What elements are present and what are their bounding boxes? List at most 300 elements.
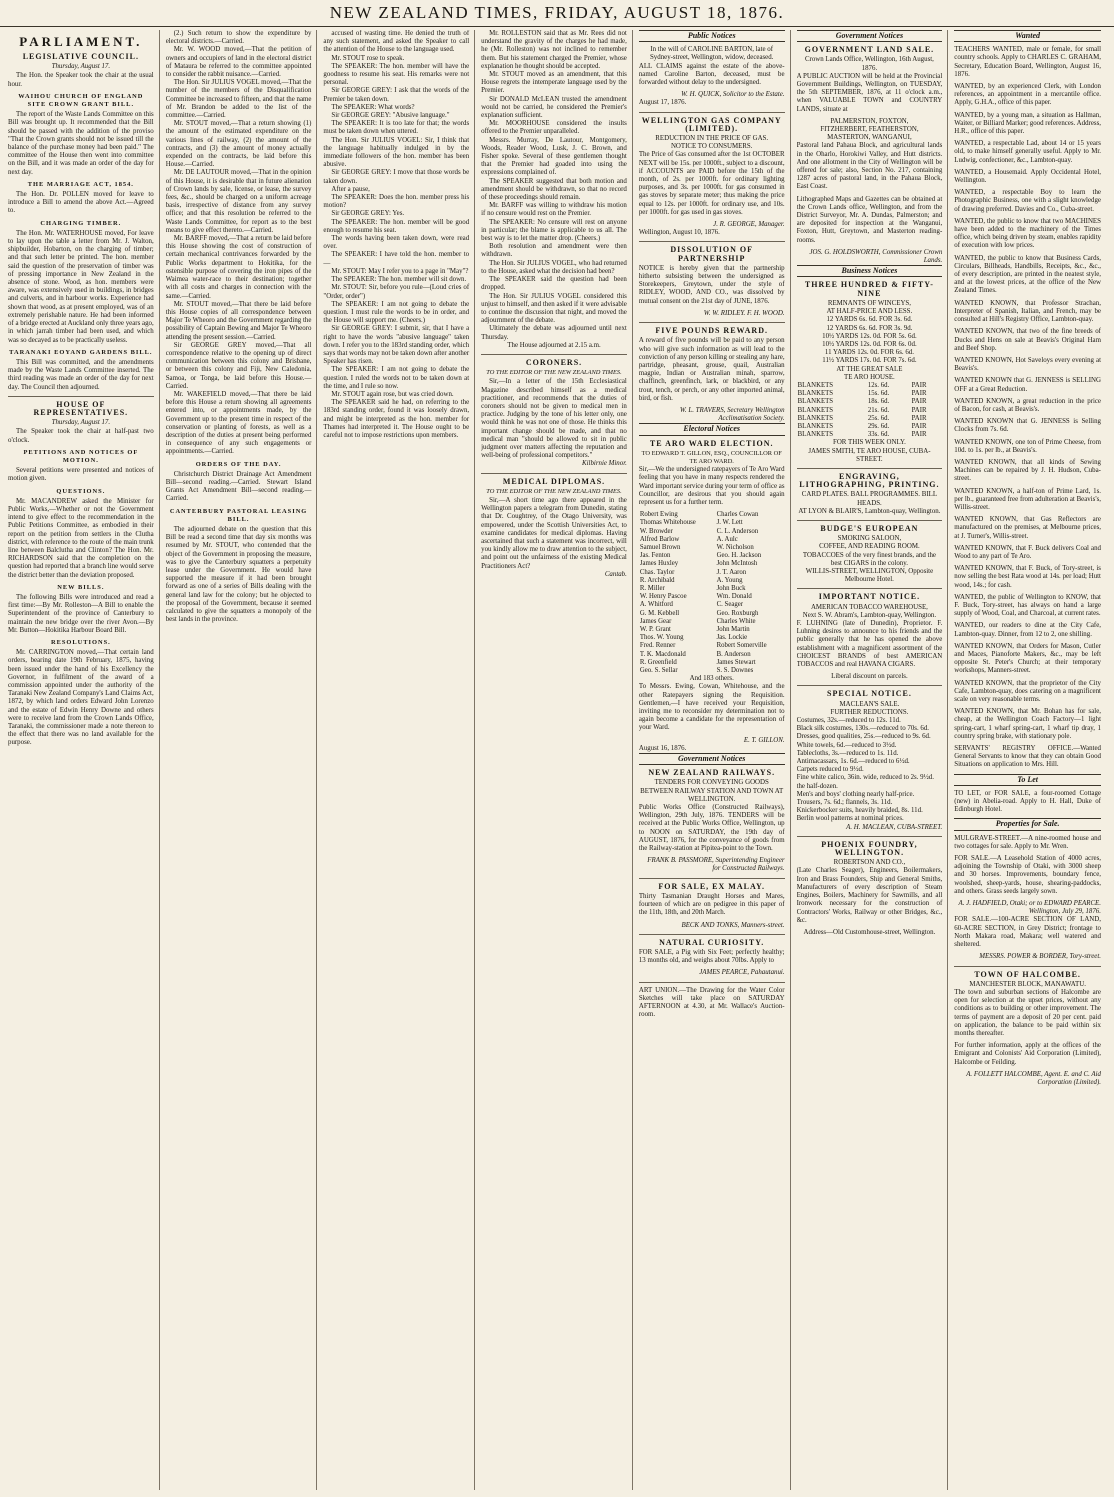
reduction-line: Berlin wool patterns at nominal prices. — [796, 815, 904, 823]
paragraph: Mr. BARFF moved,—That a return be laid before this House showing the cost of construction of certain mechanical contrivances forwarded by the Public Works department to Hokitika, for the ostensible purpose of covering the iron pipes of the Waimea water-race to their destination; together with all costs and charges in connection with the same.—Carried. — [165, 235, 312, 300]
signer-cell: R. Greenfield — [639, 658, 677, 666]
wanted-ad: WANTED KNOWN, that Gas Reflectors are manufactured on the premises, at Melbourne prices, at J. Turner's, Willis-street. — [954, 516, 1101, 540]
tobacco-subheading: AMERICAN TOBACCO WAREHOUSE, — [810, 603, 928, 611]
paragraph: Sir GEORGE GREY: Yes. — [331, 210, 405, 218]
signer-row — [639, 528, 785, 536]
divider — [954, 966, 1101, 967]
signer-cell: Samuel Brown — [639, 543, 681, 551]
signer-row — [639, 585, 785, 593]
column-5 — [639, 30, 791, 1490]
paragraph: accused of wasting time. He denied the truth of any such statement, and asked the Speaker to call the attention of the House to the language used. — [323, 30, 470, 54]
divider — [639, 241, 785, 242]
mulgrave-text: MULGRAVE-STREET.—A nine-roomed house and two cottages for sale. Apply to Mr. Wren. — [954, 834, 1101, 850]
divider — [639, 112, 785, 113]
blankets-table — [797, 382, 943, 439]
signer-row — [639, 552, 785, 560]
paragraph: The words having been taken down, were read over. — [323, 235, 470, 251]
reduction-line: Tablecloths, 3s.—reduced to 1s. 11d. — [796, 749, 899, 757]
divider — [639, 322, 785, 323]
signer-row — [639, 519, 785, 527]
barton-signature: W. H. QUICK, Solicitor to the Estate. — [681, 91, 785, 99]
column-7 — [954, 30, 1106, 1490]
paragraph: (2.) Such return to show the expenditure by electoral districts.—Carried. — [165, 30, 312, 46]
signer-row — [639, 626, 785, 634]
blanket-cell: BLANKETS — [797, 390, 834, 398]
gillon-date: August 16, 1876. — [638, 744, 687, 752]
paragraph: The SPEAKER: It is too late for that; the words must be taken down when uttered. — [323, 120, 470, 136]
remnant-line: 10½ YARDS 12s. 0d. FOR 5s. 6d. — [822, 332, 917, 340]
phoenix-signature: Address—Old Customhouse-street, Wellington. — [803, 928, 936, 936]
blanket-cell: BLANKETS — [797, 406, 834, 414]
budge-address: WILLIS-STREET, WELLINGTON, Opposite Melbourne Hotel. — [805, 567, 934, 584]
paragraph: The SPEAKER: I am not going to debate the question. I ruled the words not to be taken down at the time, and I rule so now. — [323, 366, 470, 390]
section-bar-to-let: To Let — [954, 774, 1101, 786]
coroners-signature: Kilbirnie Minor. — [582, 460, 627, 468]
council-date: Thursday, August 17. — [51, 63, 111, 71]
paragraph: Mr. WAKEFIELD moved,—That there be laid before this House a return showing all agreements entered into, or appointments made, by the Government up to the present time in respect of the conservation or planting of forests, as well as a description of the duties at present being performed in consequence of any such engagements or appointments.—Carried. — [165, 390, 312, 456]
paragraph: Messrs. Murray, De Lautour, Montgomery, Woods, Reader Wood, Lusk, J. C. Brown, and Fisher spoke. Several of these gentlemen thought that the Premier had goaded into using the expressions complained of. — [481, 136, 627, 177]
paragraph: Mr. STOUT moved,—That a return showing (1) the amount of the estimated expenditure on the various lines of railway, (2) the amount of the contracts, and (3) the amount of money actually expended on the contracts, be laid before this House.—Carried. — [165, 120, 312, 169]
wanted-ad: SERVANTS' REGISTRY OFFICE.—Wanted General Servants to know that they can obtain Good Situations on application to Mrs. Hill. — [954, 745, 1101, 769]
signer-cell: Jas. Lockie — [716, 634, 748, 642]
paragraph: Mr. BARFF was willing to withdraw his motion if no censure would rest on the Premier. — [481, 202, 627, 218]
medical-to: TO THE EDITOR OF THE NEW ZEALAND TIMES. — [486, 487, 622, 495]
paragraph: Mr. STOUT: May I refer you to a page in "May"? — [331, 267, 469, 275]
signer-row — [639, 536, 785, 544]
signer-row — [639, 601, 785, 609]
blanket-cell: PAIR — [911, 381, 927, 389]
railway-text: Public Works Office (Constructed Railways), Wellington, 29th July, 1876. TENDERS will be received at the Public Works Office, Wellington, up to NOON on SATURDAY, the 19th day of AUGUST, 1876, for the conveyance of goods from the Railway-station at Pipitea-point to the Town. — [638, 804, 785, 853]
remnant-line: 12 YARDS 6s. 6d. FOR 3s. 9d. — [826, 324, 913, 332]
gas-subheading: REDUCTION IN THE PRICE OF GAS. — [655, 135, 769, 143]
wanted-ad: WANTED KNOWN, that the proprietor of the City Cafe, Lambton-quay, does catering on a magnificent scale on very reasonable terms. — [954, 679, 1101, 704]
signer-cell: Robert Somerville — [716, 642, 767, 650]
section-bar-electoral: Electoral Notices — [639, 423, 785, 435]
wanted-ad: WANTED KNOWN, a great reduction in the price of Bacon, for cash, at Beavis's. — [954, 397, 1101, 413]
columns — [8, 30, 1106, 1490]
paragraph: The SPEAKER: I am not going to debate the question. I must rule the words to be in order, and the House will support me. (Cheers.) — [323, 300, 470, 325]
paragraph: Mr. STOUT moved as an amendment, that this House regrets the intemperate language used by the Premier. — [481, 71, 627, 95]
remnants-subheading-2: AT HALF-PRICE AND LESS. — [826, 308, 913, 316]
gillon-signature: E. T. GILLON. — [743, 736, 785, 744]
canterbury-heading: CANTERBURY PASTORAL LEASING BILL. — [169, 507, 308, 523]
signer-row — [639, 560, 785, 568]
paragraph: Mr. STOUT moved,—That there be laid before this House copies of all correspondence between Major Te Wheoro and the Government regarding the possibility of Captain Bewing and Major Te Wheoro attending the present session.—Carried. — [165, 300, 312, 341]
paragraph: The SPEAKER: The hon. member will sit down. — [331, 276, 467, 284]
sale-text: Thirty Tasmanian Draught Horses and Mares, fourteen of which are on pedigree in this paper of the 11th, 18th, and 20th March. — [638, 892, 785, 917]
dissolution-heading: DISSOLUTION OF PARTNERSHIP — [670, 245, 754, 263]
signer-row — [639, 569, 785, 577]
paragraph: The Hon. Sir JULIUS VOGEL, who had returned to the House, asked what the decision had been? — [481, 259, 627, 275]
wanted-ad: TEACHERS WANTED, male or female, for small country schools. Apply to CHARLES C. GRAHAM, Secretary, Education Board, Wellington, August 16, 1876. — [954, 46, 1101, 78]
blanket-cell: PAIR — [911, 390, 927, 398]
signer-row — [639, 634, 785, 642]
blanket-cell: BLANKETS — [797, 414, 834, 422]
signer-cell: Robert Ewing — [639, 511, 678, 519]
reduction-line: Costumes, 32s.—reduced to 12s. 11d. — [796, 717, 901, 725]
paragraph: Sir GEORGE GREY: I move that those words be taken down. — [323, 169, 470, 185]
reduction-line: Fine white calico, 36in. wide, reduced to 2s. 9½d. the half-dozen. — [796, 774, 934, 790]
land-sale-heading: GOVERNMENT LAND SALE. — [804, 45, 935, 55]
column-4 — [481, 30, 633, 1490]
signer-cell: Chas. Taylor — [639, 568, 675, 576]
reward-text: A reward of five pounds will be paid to any person who will give such information as will lead to the conviction of any person killing or stealing any hare, partridge, pheasant, grouse, quail, Australian magpie, Indian or Australian minah, sparrow, chaffinch, greenfinch, lark, or blackbird, or any trout, tench, or perch, or any other imported animal, bird, or fish. — [638, 337, 785, 402]
signer-cell: Thos. W. Young — [639, 634, 684, 642]
halcombe-text-2: For further information, apply at the offices of the Emigrant and Colonists' Aid Corporation (Limited), Halcombe or Feilding. — [954, 1042, 1101, 1066]
maclean-signature: A. H. MACLEAN, CUBA-STREET. — [846, 823, 943, 831]
halcombe-text: The town and suburban sections of Halcombe are open for selection at the upset prices, without any conditions as to building or other improvement. The terms of payment are a deposit of 20 per cent. paid on application, the balance to be paid within six months thereafter. — [954, 988, 1101, 1037]
signer-cell: Charles Cowan — [716, 511, 759, 519]
remnant-line: 12 YARDS 6s. 6d. FOR 3s. 6d. — [826, 316, 913, 324]
wanted-list — [954, 46, 1101, 769]
reductions-heading: FURTHER REDUCTIONS. — [830, 708, 909, 716]
adjournment: The House adjourned at 2.15 a.m. — [507, 341, 601, 349]
reduction-line: Trousers, 7s. 6d.; flannels, 3s. 11d. — [796, 799, 893, 807]
wanted-ad: WANTED KNOWN, one ton of Prime Cheese, from 10d. to 1s. per lb., at Beavis's. — [954, 438, 1101, 454]
blanket-row — [797, 423, 943, 431]
signer-row — [639, 577, 785, 585]
signer-cell: Geo. H. Jackson — [716, 552, 762, 560]
barton-claims: ALL CLAIMS against the estate of the above-named Caroline Barton, deceased, must be forwarded without delay to the undersigned. — [638, 62, 785, 87]
section-bar-properties: Properties for Sale. — [954, 818, 1101, 830]
railway-heading: NEW ZEALAND RAILWAYS. — [648, 768, 776, 778]
paragraph: Sir GEORGE GREY moved,—That all correspondence relative to the opening up of direct communication between this colony and Brisbane, or between this colony and Fiji, New Caledonia, Samoa, or Tonga, be laid before this House.—Carried. — [165, 341, 312, 390]
gas-date: Wellington, August 10, 1876. — [638, 229, 720, 237]
signer-row — [639, 642, 785, 650]
signer-cell: Wm. Donald — [716, 593, 752, 601]
signer-row — [639, 610, 785, 618]
dissolution-text: NOTICE is hereby given that the partnership hitherto subsisting between the undersigned as Storekeepers, Greytown, under the style of RIDLEY, WOOD, AND CO., was dissolved by mutual consent on the 21st day of JUNE, 1876. — [638, 264, 785, 305]
blanket-row — [797, 407, 943, 415]
divider — [797, 836, 943, 837]
gillon-reply: To Messrs. Ewing, Cowan, Whitehouse, and the other Ratepayers signing the Requisition. Gentlemen,—I have received your Requisition, inviting me to reconsider my determination not to again become a candidate for the representation of your Ward. — [638, 683, 785, 732]
paragraph: Both resolution and amendment were then withdrawn. — [481, 243, 627, 259]
signer-cell: A. Whitford — [639, 601, 673, 609]
signer-cell: R. Archibald — [639, 576, 675, 584]
paragraph: After a pause, — [331, 185, 370, 193]
coroners-text: Sir,—In a letter of the 15th Ecclesiastical Magazine described himself as a medical practitioner, and recommends that the duties of coroners should not be given to medical men in practice. Judging by the tone of his letter only, one would think he was not one of those. He thinks this important change should be made, and that no medical man "should be allowed to sit in public judgment over matters affecting the reputation and well-being of professional competitors." — [481, 378, 627, 460]
blanket-cell: 12s. 6d. — [867, 381, 890, 389]
signer-cell: A. Young — [716, 576, 743, 584]
house-date: Thursday, August 17. — [51, 419, 111, 427]
signer-cell: C. Seager — [716, 601, 744, 609]
blanket-cell: PAIR — [911, 414, 927, 422]
orders-text: Christchurch District Drainage Act Amendment Bill—second reading.—Carried. Stewart Island Grants Act Amendment Bill—second reading.—Carried. — [165, 470, 312, 503]
waihou-text: The report of the Waste Lands Committee on this Bill was brought up. It recommended that the Bill should be passed with the addition of the proviso "That the Crown grants should not be issued till the balance of the purchase money had been paid." The committee of the House then went into committee on the Bill, and it was made an order of the day for next day. — [8, 111, 154, 176]
reward-signature: W. L. TRAVERS, Secretary Wellington Acclimatisation Society. — [679, 406, 785, 423]
blanket-cell: PAIR — [911, 422, 927, 430]
reduction-line: Antimacassars, 1s. 6d.—reduced to 6½d. — [796, 758, 910, 766]
for-week: FOR THIS WEEK ONLY. — [833, 439, 906, 447]
paragraph: Ultimately the debate was adjourned until next Thursday. — [481, 325, 627, 341]
paragraph: The SPEAKER: I have told the hon. member to— — [323, 251, 470, 267]
paragraph: Mr. STOUT rose to speak. — [331, 54, 405, 62]
curiosity-text: FOR SALE, a Pig with Six Feet; perfectly healthy; 13 months old, and weighs about 70lbs. Apply to — [638, 948, 785, 965]
divider — [8, 396, 154, 397]
curiosity-heading: NATURAL CURIOSITY. — [659, 937, 765, 947]
reductions-list — [797, 717, 943, 824]
wanted-ad: WANTED, a respectable Lad, about 14 or 15 years old, to make himself generally useful. Apply to Mr. Ludwig, confectioner, &c., Lambton-quay. — [954, 140, 1101, 164]
charging-text: The Hon. Mr. WATERHOUSE moved, For leave to lay upon the table a letter from Mr. J. Walton, shipbuilder, Hobarton, on the charging of timber; and that such letter be printed. The hon. member said the question of the preservation of timber was of pressing importance in New Zealand in the absence of stone. Wood, as hon. members were aware, was extensively used in buildings, in bridges and culverts, and in harbour works. Experience had shown that wood, as at present employed, was of an extremely perishable nature. He had been informed of a bridge erected at Auckland only three years ago, in which jarrah timber had been used, and which was so decayed as to be practically useless. — [8, 229, 154, 344]
canterbury-text: The adjourned debate on the question that this Bill be read a second time that day six months was resumed by Mr. STOUT, who contended that the object of the Government in proposing the measure, was to give the Canterbury squatters a perpetuity lease under the Government. He would have supported the measure if it had been brought forward as one of a series of Bills dealing with the general land law for the colony; but he objected to the proposal of the Government, because it seemed calculated to give the squatters a monopoly of the best lands in the province. — [165, 525, 312, 624]
electoral-to: TO EDWARD T. GILLON, ESQ., COUNCILLOR OF TE ARO WARD. — [641, 449, 782, 465]
phoenix-text: (Late Charles Seager), Engineers, Boilermakers, Iron and Brass Founders, Ship and General Smiths, Manufacturers of every description of Steam Engines, Boilers, Machinery for Sawmills, and all Ironwork necessary for the construction of Contractors' Works, Railway or other Bridges, &c., &c. — [796, 867, 943, 924]
land-office: Crown Lands Office, Wellington, 16th August, 1876. — [804, 56, 934, 72]
remnant-line: 11 YARDS 12s. 0d. FOR 6s. 6d. — [824, 349, 914, 357]
paragraph: The SPEAKER said the question had been dropped. — [481, 276, 627, 292]
remnant-line: 11½ YARDS 17s. 0d. FOR 7s. 6d. — [822, 357, 917, 365]
signer-cell: Geo. S. Sellar — [639, 667, 678, 675]
remnants-heading: THREE HUNDRED & FIFTY-NINE — [804, 280, 934, 298]
questions-heading: QUESTIONS. — [56, 487, 106, 495]
paragraph: The Hon. Sir JULIUS VOGEL: Sir, I think that the language habitually indulged in by the immediate followers of the hon. member has been abusive. — [323, 136, 470, 169]
medical-heading: MEDICAL DIPLOMAS. — [502, 476, 606, 486]
paragraph: Mr. DE LAUTOUR moved,—That in the opinion of this House, it is desirable that in future alienation of Crown lands by sale, license, or lease, the survey fees, &c., should be charged on a uniform acreage basis, irrespective of distance from any survey office; and that this resolution be referred to the Waste Lands Committee, for report as to the best means to give effect thereto.—Carried. — [165, 169, 312, 234]
wanted-ad: WANTED KNOWN, that F. Buck delivers Coal and Wood to any part of Te Aro. — [954, 544, 1101, 560]
reduction-line: White towels, 6d.—reduced to 3½d. — [796, 741, 897, 749]
signer-cell: John Buck — [716, 584, 746, 592]
tobacco-heading: IMPORTANT NOTICE. — [818, 592, 921, 602]
great-sale: AT THE GREAT SALE — [836, 365, 903, 373]
remnant-line: 10½ YARDS 12s. 0d. FOR 6s. 0d. — [822, 340, 917, 348]
marriage-heading: THE MARRIAGE ACT, 1854. — [27, 180, 134, 188]
signer-cell: James Stewart — [716, 658, 756, 666]
halcombe-subheading: MANCHESTER BLOCK, MANAWATU. — [969, 980, 1086, 988]
budge-subheading: SMOKING SALOON, — [837, 535, 902, 543]
divider — [639, 878, 785, 879]
paragraph: The Hon. Sir JULIUS VOGEL moved,—That the number of the members of the Disqualification Committee be increased to fifteen, and that the name of Mr. Brandon be added to the list of the committee.—Carried. — [165, 79, 312, 120]
signer-cell: C. L. Anderson — [716, 527, 759, 535]
budge-heading: BUDGE'S EUROPEAN — [820, 523, 919, 533]
divider — [797, 588, 943, 589]
medical-text: Sir,—A short time ago there appeared in the Wellington papers a telegram from Dunedin, stating that Dr. Coughtrey, of the Otago University, was empowered, under the Scottish Universities Act, to examine candidates for medical diplomas. Having ascertained that such a statement was incorrect, will you kindly allow me to draw attention to the subject, and point out the unfairness of the existing Medical Practitioners Act? — [481, 496, 627, 570]
section-text: FOR SALE.—100-ACRE SECTION OF LAND, 60-ACRE SECTION, in Grey District; frontage to North Makara road, Makara; well watered and sheltered. — [954, 916, 1101, 949]
land-text-3: Lithographed Maps and Gazettes can be obtained at the Crown Lands office, Wellington, and from the District Surveyor, Mr. A. Dundas, Palmerston; and are deposited for inspection at the Wanganui, Foxton, Hutt, Greytown, and Masterton reading-rooms. — [796, 195, 943, 244]
signer-cell: James Huxley — [639, 560, 679, 568]
column-1 — [8, 30, 160, 1490]
reduction-line: Black silk costumes, 130s.—reduced to 70s. 6d. — [796, 725, 929, 733]
gas-heading: WELLINGTON GAS COMPANY (LIMITED). — [641, 115, 782, 133]
wanted-ad: WANTED, by an experienced Clerk, with London references, an appointment in a mercantile office. Apply, G.H.A., office of this paper. — [954, 83, 1101, 107]
wanted-ad: WANTED KNOWN, that F. Buck, of Tory-street, is now selling the best Rata wood at 14s. per load; Hutt wood, 14s.; for cash. — [954, 565, 1101, 589]
paragraph: Sir GEORGE GREY: I submit, sir, that I have a right to have the words "abusive language" taken down. I refer you to the 183rd standing order, which says that words may not be taken down after another Speaker has risen. — [323, 325, 470, 366]
blanket-cell: 25s. 6d. — [867, 414, 890, 422]
gardens-heading: TARANAKI EOYAND GARDENS BILL. — [9, 348, 153, 356]
signer-cell: Charles White — [716, 617, 756, 625]
paragraph: Sir GEORGE GREY: I ask that the words of the Premier be taken down. — [323, 87, 470, 103]
signer-cell: Alfred Barlow — [639, 535, 680, 543]
gardens-text: This Bill was committed, and the amendments made by the Waste Lands Committee inserted. The third reading was made an order of the day for next day. The Council then adjourned. — [8, 358, 154, 391]
signer-cell: W. Henry Pascoe — [639, 593, 687, 601]
wanted-ad: WANTED KNOWN, Hot Saveloys every evening at Beavis's. — [954, 356, 1101, 373]
engraving-heading: ENGRAVING, LITHOGRAPHING, PRINTING. — [799, 471, 940, 490]
signer-cell: W. P. Grant — [639, 626, 671, 633]
paragraph: The SPEAKER: No censure will rest on anyone in particular; the blame is applicable to us all. The best way is to let the matter drop. (Cheers.) — [481, 218, 627, 243]
signer-cell: A. Aulc — [716, 535, 738, 543]
blanket-cell: 21s. 6d. — [867, 406, 890, 414]
tobacco-text: F. LUHNING (late of Dunedin), Proprietor. F. Luhning desires to announce to his friends and the public generally that he has opened the above establishment with a magnificent assortment of the CHOICEST BRANDS of best AMERICAN TOBACCOS and real HAVANA CIGARS. — [796, 620, 943, 669]
divider — [639, 982, 785, 983]
reduction-line: Carpets reduced to 9½d. — [796, 766, 864, 774]
halcombe-heading: TOWN OF HALCOMBE. — [974, 969, 1081, 979]
special-notice-heading: SPECIAL NOTICE. — [827, 689, 912, 699]
budge-subheading-2: COFFEE, AND READING ROOM. — [819, 543, 920, 551]
resolutions-heading: RESOLUTIONS. — [50, 639, 111, 646]
signer-row — [639, 618, 785, 626]
blanket-cell: 15s. 6d. — [867, 390, 890, 398]
house-title: HOUSE OF REPRESENTATIVES. — [33, 399, 129, 417]
paragraph: Mr. W. WOOD moved,—That the petition of owners and occupiers of land in the electoral district of Mataura be referred to the committee appointed to consider the rabbit nuisance.—Carried. — [165, 46, 312, 79]
divider — [797, 685, 943, 686]
town-1: PALMERSTON, FOXTON, — [830, 117, 909, 125]
wanted-ad: WANTED KNOWN, that Professor Strachan, Interpreter of Spanish, Italian, and French, may be consulted at Hill's Registry Office, Lambton-quay. — [954, 299, 1101, 324]
signer-row — [639, 593, 785, 601]
paragraph: The SPEAKER: Does the hon. member press his motion? — [323, 194, 470, 210]
signer-cell: Fred. Renner — [639, 642, 676, 650]
blanket-cell: 33s. 6d. — [867, 431, 890, 439]
resolutions-text: Mr. CARRINGTON moved,—That certain land orders, bearing date 19th February, 1875, having been issued under the hand of his Excellency the Governor, in fulfilment of the award of a commission appointed under the authority of the Taranaki New Zealand Company's Land Claims Act, 1872, by which land orders Edward John Lorenzo and the estate of Edwin Henry Downe and others were to receive land from the Crown Lands Office, Taranaki, the commissioner made a note thereon to the effect that there was no land available for the purpose. — [8, 649, 154, 747]
paragraph: The SPEAKER: The hon. member will have the goodness to resume his seat. His remarks were not personal. — [323, 62, 470, 87]
signer-cell: John McIntosh — [716, 560, 758, 568]
railway-subheading: TENDERS FOR CONVEYING GOODS BETWEEN RAILWAY STATION AND TOWN AT WELLINGTON. — [640, 779, 784, 803]
wanted-ad: WANTED, the public of Wellington to KNOW, that F. Buck, Tory-street, has always on hand a large supply of Wood, Coal, and Charcoal, at current rates. — [954, 593, 1101, 618]
land-text-2: Pastoral land Pahaua Block, and agricultural lands in the Oharlo, Horokiwi Valley, and Hutt districts. And one allotment in the City of Wellington will be offered for sale; also, Section No. 217, containing 1287 acres of pastoral land, in the Pahaua Block, East Coast. — [796, 142, 943, 191]
tobacco-address: Next S. W. Abram's, Lambton-quay, Wellington. — [802, 611, 937, 619]
wanted-ad: WANTED, the public to know that Business Cards, Circulars, Billheads, Handbills, Receipts, &c., &c., of every description, are printed in the neatest style, and at the lowest prices, at the office of the New Zealand Times. — [954, 254, 1101, 295]
paragraph: Sir GEORGE GREY: "Abusive language." — [331, 112, 450, 120]
orders-heading: ORDERS OF THE DAY. — [195, 460, 282, 468]
signers-table — [639, 511, 785, 675]
sale-heading: FOR SALE, EX MALAY. — [658, 881, 766, 891]
wanted-ad: WANTED, a respectable Boy to learn the Photographic Business, one with a slight knowledge of drawing preferred. Davies and Co., Cuba-street. — [954, 189, 1101, 213]
column-6 — [797, 30, 949, 1490]
signer-cell: James Gear — [639, 617, 672, 625]
wanted-ad: WANTED KNOWN, a half-ton of Prime Lard, 1s. per lb., guaranteed free from adulteration at Beavis's, Willis-street. — [954, 487, 1101, 511]
wanted-ad: WANTED, by a young man, a situation as Hallman, Waiter, or Billiard Marker; good references. Address, H.R., office of this paper. — [954, 111, 1101, 136]
wanted-ad: WANTED KNOWN that G. JENNESS is Selling Clocks from 7s. 6d. — [954, 418, 1101, 434]
signer-cell: B. Anderson — [716, 650, 751, 658]
wanted-ad: WANTED, the public to know that two MACHINES have been added to the machinery of the Times office, which being driven by steam, enables rapidity of execution with low prices. — [954, 217, 1101, 250]
petitions-heading: PETITIONS AND NOTICES OF MOTION. — [23, 448, 139, 464]
blanket-cell: 29s. 6d. — [867, 422, 890, 430]
section-bar-business: Business Notices — [797, 265, 943, 277]
art-union-text: ART UNION.—The Drawing for the Water Color Sketches will take place on SATURDAY AFTERNOON at 4.30, at Mr. Wallace's Auction-room. — [638, 986, 785, 1019]
paragraph: Mr. STOUT: Sir, before you rule—(Loud cries of "Order, order") — [323, 284, 470, 300]
barton-heading: In the will of CAROLINE BARTON, late of Sydney-street, Wellington, widow, deceased. — [649, 46, 774, 62]
masthead: NEW ZEALAND TIMES, FRIDAY, AUGUST 18, 1876. — [0, 0, 1114, 27]
land-signature: JOS. G. HOLDSWORTH, Commissioner Crown Lands. — [809, 248, 943, 265]
signer-cell: Thomas Whitehouse — [639, 519, 696, 527]
signer-cell: R. Miller — [639, 584, 665, 592]
blanket-cell: BLANKETS — [797, 422, 834, 430]
divider — [481, 473, 627, 474]
te-aro-house: TE ARO HOUSE. — [844, 373, 895, 381]
paragraph: Sir DONALD McLEAN trusted the amendment would not be carried, he considered the Premier's explanation sufficient. — [481, 95, 627, 120]
otaki-signature: A. J. HADFIELD, Otaki; or to EDWARD PEARCE. Wellington, July 29, 1876. — [958, 900, 1101, 916]
column-2 — [166, 30, 318, 1490]
signer-cell: Jas. Fenton — [639, 552, 671, 560]
column-3 — [323, 30, 475, 1490]
blanket-cell: BLANKETS — [797, 431, 834, 439]
maclean-heading: MACLEAN'S SALE. — [839, 700, 900, 708]
signer-cell: S. S. Downes — [716, 667, 754, 675]
budge-text: TOBACCOES of the very finest brands, and the best CIGARS in the colony. — [802, 551, 936, 567]
blanket-cell: 18s. 6d. — [867, 398, 890, 406]
curiosity-signature: JAMES PEARCE, Pahautanui. — [699, 969, 785, 977]
gas-text: The Price of Gas consumed after the 1st OCTOBER NEXT will be 15s. per 1000ft., subject to a discount, if ACCOUNTS are PAID before the 15th of the month, of 2s. per 1000ft. for ordinary lighting purposes, and 3s. per 1000ft. for gas consumed in gas stoves by separate meter; thus making the price equal to 12s. per 1000ft. for ordinary use, and 10s. per 1000ft. for gas used in gas stoves. — [638, 151, 785, 216]
wanted-ad: WANTED, our readers to dine at the City Cafe, Lambton-quay. Dinner, from 12 to 2, one shilling. — [954, 622, 1101, 638]
wanted-ad: WANTED KNOWN, that Mr. Bohan has for sale, cheap, at the Wellington Coach Factory—1 light spring-cart, 1 wharf spring-cart, 1 wharf tip dray, 1 country spring brake, with stationary pole. — [954, 708, 1101, 740]
council-open: The Hon. the Speaker took the chair at the usual hour. — [8, 72, 154, 88]
signer-cell: W. Browder — [639, 527, 673, 535]
blanket-cell: PAIR — [911, 406, 927, 414]
coroners-heading: CORONERS. — [525, 357, 583, 367]
barton-date: August 17, 1876. — [638, 99, 687, 107]
paragraph: Mr. STOUT again rose, but was cried down. — [331, 390, 454, 398]
blanket-cell: BLANKETS — [797, 381, 834, 389]
remnants-list — [797, 316, 943, 365]
parliament-title: PARLIAMENT. — [19, 34, 143, 49]
section-bar-public-notices: Public Notices — [639, 30, 785, 42]
electoral-text: Sir,—We the undersigned ratepayers of Te Aro Ward feeling that you have in many respects rendered the Ward important service during your term of office as Councillor, are desirous that you should again represent us for a further term. — [638, 466, 785, 506]
signer-cell: J. W. Lett — [716, 519, 743, 527]
council-heading: LEGISLATIVE COUNCIL. — [22, 52, 140, 61]
wanted-ad: WANTED KNOWN, that Orders for Mason, Cutler and Maces, Pianoforte Makers, &c., may be left opposite St. Peter's Church; at their temporary workshops, Manners-street. — [954, 642, 1101, 675]
signer-row — [639, 651, 785, 659]
bills-text: The following Bills were introduced and read a first time:—By Mr. Rolleston—A Bill to enable the Superintendent of the province of Canterbury to maintain the new bridge over the river Avon.—By Mr. Button—Hokitika Harbour Board Bill. — [8, 593, 154, 634]
signer-cell: W. Nicholson — [716, 543, 754, 551]
divider — [797, 520, 943, 521]
paragraph: Mr. MOORHOUSE considered the insults offered to the Premier unparalleled. — [481, 120, 627, 136]
section-bar-government: Government Notices — [639, 753, 785, 765]
petitions-text: Several petitions were presented and notices of motion given. — [8, 467, 154, 483]
reduction-line: Men's and boys' clothing nearly half-price. — [796, 790, 915, 798]
remnants-subheading: REMNANTS OF WINCEYS, — [827, 299, 911, 307]
questions-text: Mr. MACANDREW asked the Minister for Public Works,—Whether or not the Government intend to give effect to the recommendation in the Public Petitions Committee, as embodied in their report on the petition from settlers in the Clutha district, with reference to the route of the main trunk line between Balclutha and Clinton? The Hon. Mr. RICHARDSON said that the completion on the question had reported that a branch line would serve the district better than the deviation proposed. — [8, 497, 154, 579]
signer-cell: Geo. Roxburgh — [716, 609, 759, 617]
signer-row — [639, 544, 785, 552]
paragraph: The Hon. Sir JULIUS VOGEL considered this unjust to himself, and then asked if it were advisable to continue the discussion that night, and moved the adjournment of the debate. — [481, 292, 627, 325]
signer-cell: T. K. Macdonald — [639, 650, 686, 658]
reward-heading: FIVE POUNDS REWARD. — [655, 326, 768, 336]
charging-heading: CHARGING TIMBER. — [40, 219, 122, 227]
smith-signature: JAMES SMITH, TE ARO HOUSE, CUBA-STREET. — [808, 447, 931, 463]
waihou-heading: WAIHOU CHURCH OF ENGLAND SITE CROWN GRANT BILL. — [18, 92, 144, 109]
tobacco-signature: Liberal discount on parcels. — [831, 673, 908, 681]
blanket-cell: BLANKETS — [797, 398, 834, 406]
section-bar-government: Government Notices — [797, 30, 943, 42]
blanket-row — [797, 390, 943, 398]
dissolution-signature: W. W. RIDLEY. F. H. WOOD. — [703, 309, 785, 317]
to-let-text: TO LET, or FOR SALE, a four-roomed Cottage (new) in Abelia-road. Apply to H. Hall, Duke of Edinburgh Hotel. — [954, 789, 1101, 814]
blanket-row — [797, 398, 943, 406]
bills-heading: NEW BILLS. — [57, 583, 105, 591]
engraving-text: CARD PLATES. BALL PROGRAMMES. BILL HEADS. — [801, 491, 938, 507]
signer-cell: J. T. Aaron — [716, 568, 747, 576]
halcombe-signature: A. FOLLETT HALCOMBE, Agent. E. and C. Aid Corporation (Limited). — [966, 1070, 1101, 1086]
reduction-line: Knickerbocker suits, heavily braided, 8s. 11d. — [796, 807, 923, 815]
divider — [639, 934, 785, 935]
railway-signature: FRANK B. PASSMORE, Superintending Engineer for Constructed Railways. — [647, 857, 785, 873]
divider — [797, 468, 943, 469]
phoenix-heading: PHOENIX FOUNDRY, WELLINGTON. — [821, 839, 918, 858]
signers-more: And 183 others. — [689, 675, 734, 683]
signer-row — [639, 659, 785, 667]
wanted-ad: WANTED, a Housemaid. Apply Occidental Hotel, Wellington. — [954, 168, 1101, 185]
signer-row — [639, 667, 785, 675]
reduction-line: Dresses, good qualities, 25s.—reduced to 9s. 6d. — [796, 733, 931, 741]
wanted-ad: WANTED KNOWN, that two of the fine breeds of Ducks and Hens on sale at Beavis's Original Ham and Beef Shop. — [954, 328, 1101, 352]
